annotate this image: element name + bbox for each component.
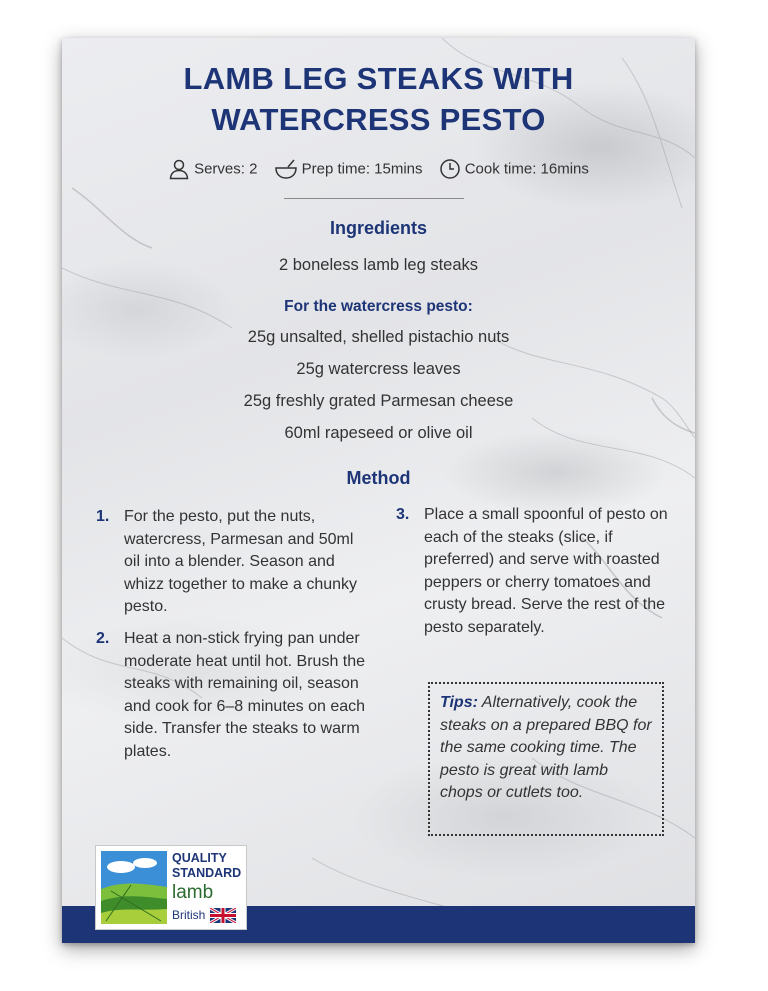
- logo-line-2: STANDARD: [172, 866, 242, 880]
- pesto-ingredient-item: 25g unsalted, shelled pistachio nuts: [247, 328, 510, 346]
- title-line-2: WATERCRESS PESTO: [211, 102, 546, 137]
- recipe-card: [62, 38, 695, 943]
- pesto-ingredient-item: 25g watercress leaves: [296, 360, 461, 378]
- step-number: 3.: [396, 506, 410, 523]
- recipe-meta: [62, 158, 695, 180]
- method-step: [396, 504, 670, 639]
- tips-text: Alternatively, cook the steaks on a prepared BBQ for the same cooking time. The pesto is great with lamb chops or cutlets too.: [440, 694, 652, 801]
- countryside-scene-icon: [101, 851, 167, 924]
- pesto-ingredient-item: 60ml rapeseed or olive oil: [284, 424, 473, 442]
- title-line-1: LAMB LEG STEAKS WITH: [183, 61, 574, 96]
- uk-flag-icon: [210, 908, 236, 923]
- serves-info: [168, 158, 257, 180]
- logo-line-1: QUALITY: [172, 851, 227, 865]
- tips-box: [428, 682, 664, 836]
- logo-origin: British: [172, 908, 206, 922]
- divider: [284, 198, 464, 199]
- step-number: 1.: [96, 508, 110, 525]
- pesto-ingredient-item: 25g freshly grated Parmesan cheese: [243, 392, 514, 410]
- cook-time-text: Cook time: 16mins: [464, 160, 589, 178]
- person-icon: [168, 158, 190, 180]
- prep-time-info: [274, 158, 423, 180]
- ingredient-item: 2 boneless lamb leg steaks: [278, 256, 479, 274]
- tips-label: Tips:: [440, 694, 478, 711]
- quality-standard-lamb-logo: [96, 846, 246, 929]
- method-step: [96, 628, 374, 763]
- serves-text: Serves: 2: [194, 160, 258, 178]
- step-text: For the pesto, put the nuts, watercress, Parmesan and 50ml oil into a blender. Season and whizz together to make a chunky pesto.: [124, 508, 358, 615]
- logo-word: lamb: [172, 882, 214, 903]
- step-text: Place a small spoonful of pesto on each of the steaks (slice, if preferred) and serve with roasted peppers or cherry tomatoes and crusty bread. Serve the rest of the pesto separately.: [424, 506, 668, 636]
- clock-icon: [439, 158, 461, 180]
- step-text: Heat a non-stick frying pan under moderate heat until hot. Brush the steaks with remaining oil, season and cook for 6–8 minutes on each side. Transfer the steaks to warm plates.: [124, 630, 366, 760]
- recipe-title: [62, 58, 695, 140]
- cook-time-info: [439, 158, 589, 180]
- bowl-icon: [274, 158, 298, 180]
- logo-quality-standard: [172, 851, 241, 881]
- method-step: [96, 506, 370, 619]
- pesto-heading: For the watercress pesto:: [284, 298, 473, 315]
- method-heading: Method: [346, 468, 411, 488]
- prep-time-text: Prep time: 15mins: [301, 160, 423, 178]
- ingredients-heading: Ingredients: [329, 218, 427, 238]
- step-number: 2.: [96, 630, 110, 647]
